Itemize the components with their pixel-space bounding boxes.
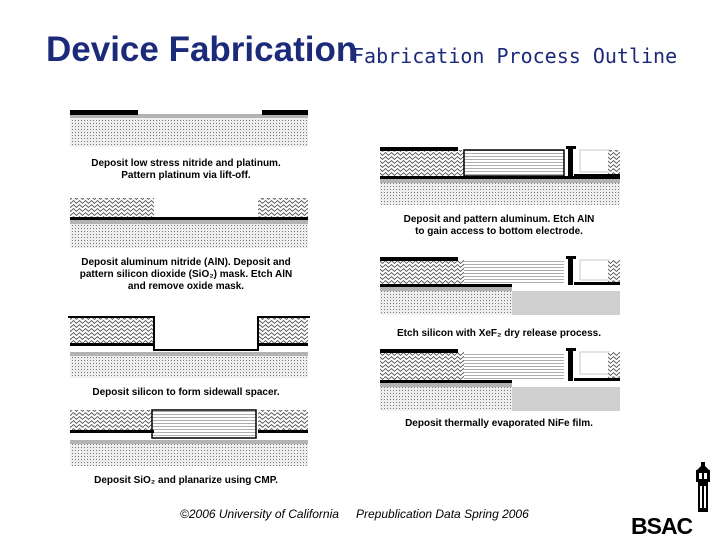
step-4-diagram — [70, 410, 308, 466]
step-7-diagram — [380, 348, 620, 411]
slide-title: Device Fabrication — [46, 30, 358, 69]
step-2-line-2: pattern silicon dioxide (SiO₂) mask. Etch AlN — [79, 269, 293, 280]
step-5-line-1: Deposit and pattern aluminum. Etch AlN — [403, 214, 595, 225]
step-6-diagram — [380, 256, 620, 315]
step-7-line-1: Deposit thermally evaporated NiFe film. — [405, 418, 593, 429]
step-1-diagram — [70, 110, 308, 147]
bsac-logo: BSAC — [631, 513, 693, 539]
slide-subtitle: Fabrication Process Outline — [352, 44, 678, 68]
step-1-line-2: Pattern platinum via lift-off. — [121, 170, 251, 181]
step-1-line-1: Deposit low stress nitride and platinum. — [91, 158, 281, 169]
step-4-line-1: Deposit SiO₂ and planarize using CMP. — [94, 475, 278, 486]
step-5-diagram — [380, 146, 620, 205]
prepublication-note: Prepublication Data Spring 2006 — [356, 507, 529, 521]
campanile-tower-icon — [688, 462, 718, 512]
step-2-line-1: Deposit aluminum nitride (AlN). Deposit and — [81, 257, 291, 268]
step-3-diagram — [68, 317, 310, 378]
step-2-diagram — [70, 198, 308, 248]
step-5-line-2: to gain access to bottom electrode. — [415, 226, 583, 237]
copyright-text: ©2006 University of California — [180, 507, 339, 521]
step-2-line-3: and remove oxide mask. — [127, 281, 245, 292]
step-6-line-1: Etch silicon with XeF₂ dry release process. — [397, 328, 601, 339]
step-3-line-1: Deposit silicon to form sidewall spacer. — [92, 387, 280, 398]
